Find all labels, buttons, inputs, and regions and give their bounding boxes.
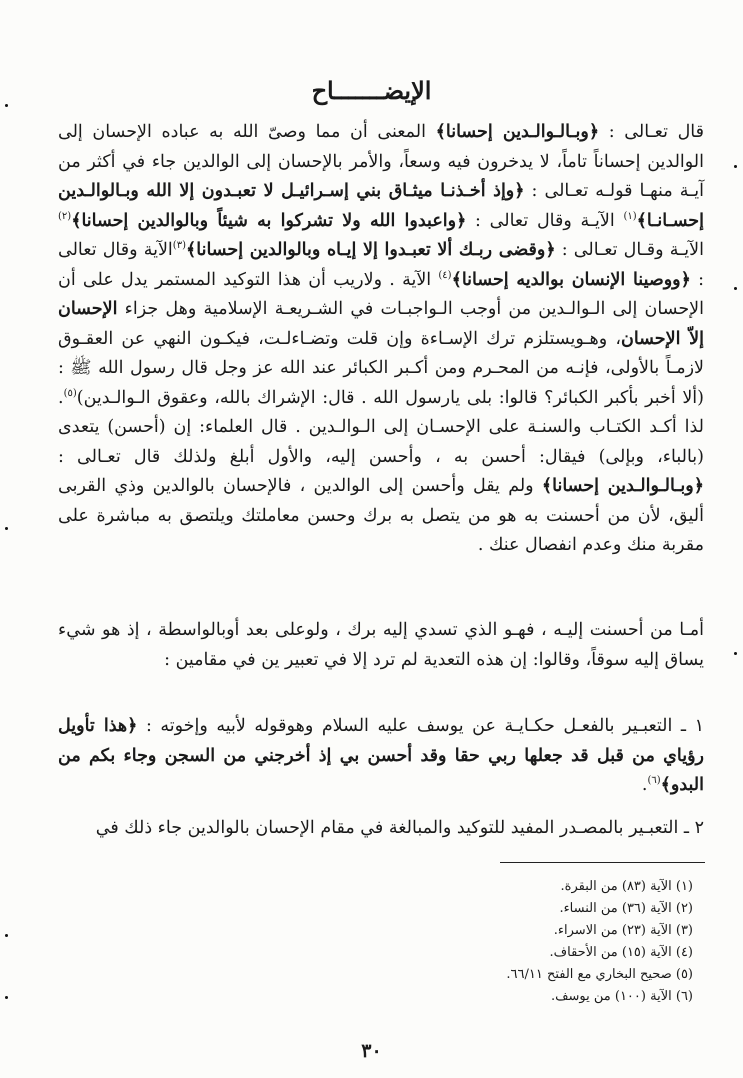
margin-mark [5, 527, 8, 530]
footnote: (٣) الآية (٢٣) من الاسراء. [553, 923, 693, 938]
footnote-ref: (٦) [647, 775, 661, 787]
footnote: (٥) صحيح البخاري مع الفتح ٦٦/١١. [506, 967, 693, 982]
quran-verse: الإحسان إلاّ الإحسان [58, 299, 704, 349]
paragraph-1: قال تعـالى : ﴿وبـالـوالـدين إحسانا﴾ المعنى أن مما وصىّ الله به عباده الإحسان إلى الوالدين إحساناً تاماً، لا يدخرون فيه وسعاً، والأمر بالإحسان إلى الوالدين جاء في أكثر من آيـة منهـا قولـه تعـالى : ﴿وإذ أخـذنـا ميثـاق بني إسـرائيـل لا تعبـدون إلا الله وبـالوالـدين إحسـانـا﴾$^{(١)}$ الآيـة وقال تعالى : ﴿واعبدوا الله ولا تشركوا به شيئاً وبالوالدين إحسانا﴾$^{(٢)}$ الآيـة وقـال تعـالى : ﴿وقضى ربـك ألا تعبـدوا إلا إيـاه وبالوالدين إحسانا﴾$^{(٣)}$الآية وقال تعالى : ﴿ووصينا الإنسان بوالديه إحسانا﴾$^{(٤)}$ الآية . ولاريب أن هذا التوكيد المستمر يدل على أن الإحسان إلى الـوالـدين من أوجب الـواجبـات في الشـريعـة الإسلامية وهل جزاء الإحسان إلاّ الإحسان، وهـويستلزم ترك الإسـاءة وإن قلت وتضـاءلـت، فيكـون النهي عن العقـوق لازمـاً بالأولى، فإنـه من المحـرم ومن أكـبر الكبائر عند الله عز وجل قال رسول الله ﷺ : (ألا أخبر بأكبر الكبائر؟ قالوا: بلى يارسول الله . قال: الإشراك بالله، وعقوق الـوالـدين)$^{(٥)}$. لذا أكـد الكتـاب والسنـة على الإحسـان إلى الـوالـدين . قال العلماء: إن (أحسن) يتعدى (بالباء، وبإلى) فيقال: أحسن به ، وأحسن إليه، والأول أبلغ ولذلك قال تعـالى : ﴿وبـالـوالـدين إحسانا﴾ ولم يقل وأحسن إلى الوالدين ، فالإحسان بالوالدين وذي القربى أليق، لأن من أحسنت به هو من يتصل به برك وحسن معاملتك ويلتصق به مباشرة على مقربة منك وعدم انفصال عنك . [58, 122, 705, 555]
footnote: (٤) الآية (١٥) من الأحقاف. [549, 945, 693, 960]
footnote-divider [500, 862, 705, 863]
footnote-ref: (٣) [172, 240, 186, 252]
footnote-ref: (١) [623, 210, 637, 222]
footnote-ref: (٤) [438, 269, 452, 281]
paragraph-3: ١ ـ التعبـير بالفعـل حكـايـة عن يوسف عليه السلام وهوقوله لأبيه وإخوته : ﴿هذا تأويل رؤياي من قبل قد جعلها ربي حقا وقد أحسن بي إذ أخرجني من السجن وجاء بكم من البدو﴾$^{(٦)}$. [58, 716, 704, 795]
footnote: (١) الآية (٨٣) من البقرة. [560, 879, 693, 894]
margin-mark [734, 165, 737, 168]
quran-verse: ﴿وبـالـوالـدين إحسانا﴾ [541, 476, 704, 496]
quran-verse: ﴿وقضى ربـك ألا تعبـدوا إلا إيـاه وبالوالدين إحسانا﴾ [185, 240, 556, 260]
margin-mark [5, 996, 8, 999]
margin-mark [5, 934, 8, 937]
paragraph-2: أمـا من أحسنت إليـه ، فهـو الذي تسدي إليه برك ، ولوعلى بعد أوبالواسطة ، إذ هو شيء يساق إليه سوقاً، وقالوا: إن هذه التعدية لم ترد إلا في تعبير ين في مقامين : [58, 620, 704, 670]
footnote-ref: (٥) [63, 387, 77, 399]
quran-verse: ﴿هذا تأويل رؤياي من قبل قد جعلها ربي حقا وقد أحسن بي إذ أخرجني من السجن وجاء بكم من البدو﴾ [58, 716, 704, 795]
quran-verse: ﴿وإذ أخـذنـا ميثـاق بني إسـرائيـل لا تعبـدون إلا الله وبـالوالـدين إحسـانـا﴾ [58, 181, 704, 231]
quran-verse: ﴿ووصينا الإنسان بوالديه إحسانا﴾ [451, 269, 691, 290]
quran-verse: ﴿وبـالـوالـدين إحسانا﴾ [435, 122, 600, 142]
footnote-ref: (٢) [58, 210, 72, 222]
page-number: ٣٠ [361, 1040, 382, 1062]
margin-mark [734, 287, 737, 290]
page-heading: الإيضـــــــاح [311, 76, 432, 105]
margin-mark [734, 652, 737, 655]
quran-verse: ﴿واعبدوا الله ولا تشركوا به شيئاً وبالوالدين إحسانا﴾ [71, 210, 467, 231]
footnotes [293, 876, 693, 1008]
footnote: (٢) الآية (٣٦) من النساء. [559, 901, 693, 916]
paragraph-4: ٢ ـ التعبـير بالمصـدر المفيد للتوكيد والمبالغة في مقام الإحسان بالوالدين جاء ذلك في [95, 818, 704, 838]
footnote: (٦) الآية (١٠٠) من يوسف. [550, 989, 693, 1004]
